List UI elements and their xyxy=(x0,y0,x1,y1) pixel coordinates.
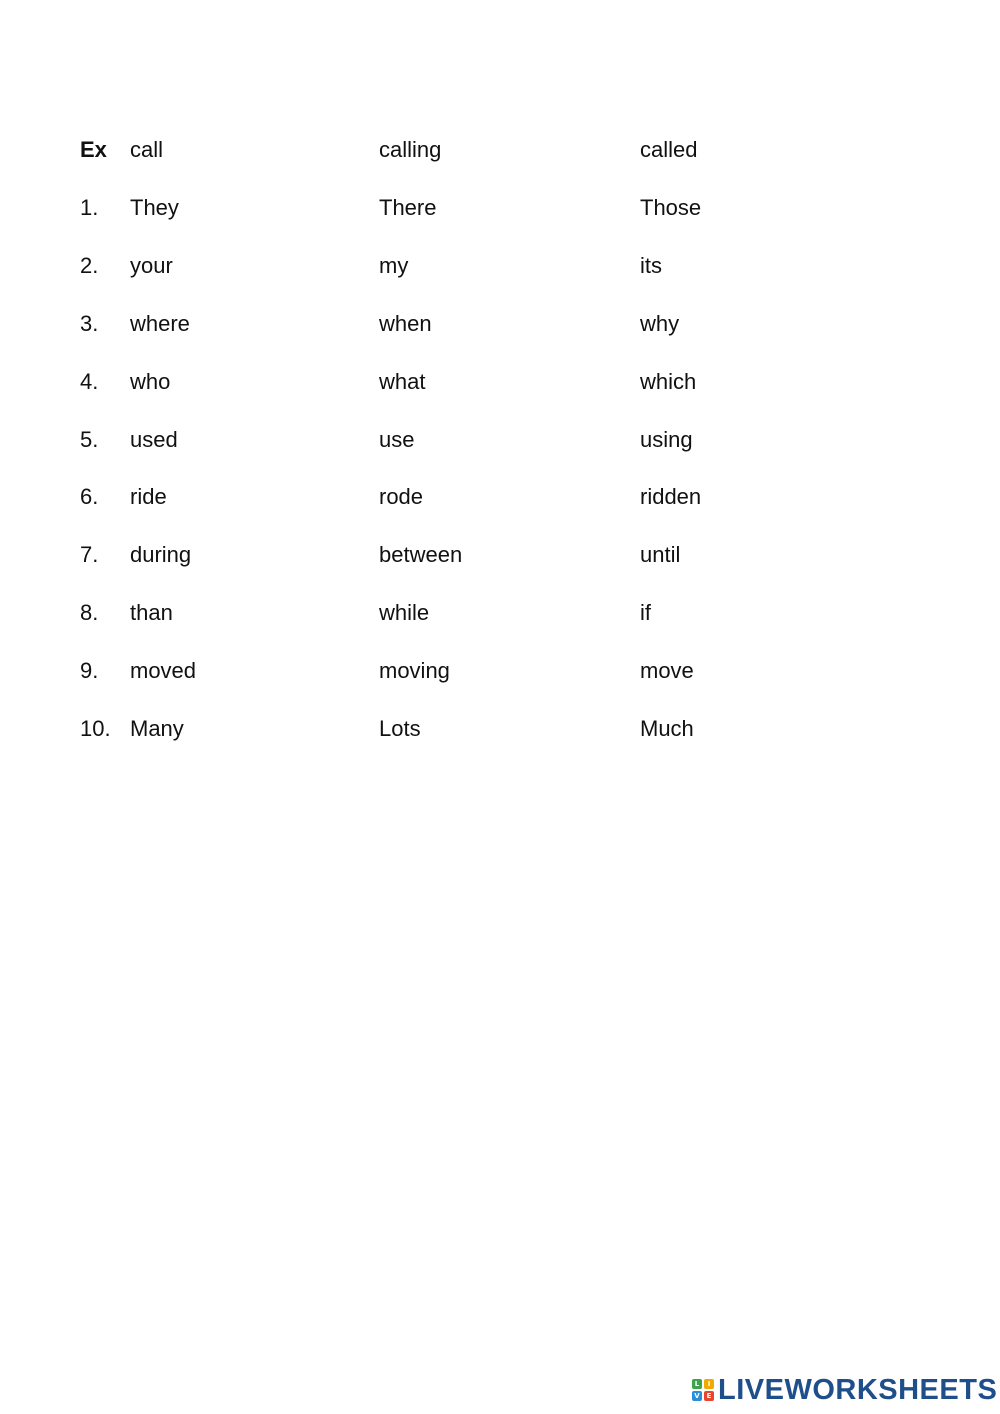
question-row-3 xyxy=(0,304,1000,344)
option-b[interactable]: when xyxy=(379,311,432,336)
question-row-7 xyxy=(0,535,1000,575)
question-row-1 xyxy=(0,188,1000,228)
option-a[interactable]: Many xyxy=(130,716,184,741)
option-b[interactable]: what xyxy=(379,369,426,394)
question-number: 5. xyxy=(80,427,99,452)
option-a[interactable]: moved xyxy=(130,658,197,683)
option-b[interactable]: between xyxy=(379,542,463,567)
question-number: 1. xyxy=(80,195,99,220)
question-row-10 xyxy=(0,709,1000,749)
question-number: 3. xyxy=(80,311,99,336)
question-number: 7. xyxy=(80,542,99,567)
option-c[interactable]: Those xyxy=(640,195,702,220)
option-b[interactable]: rode xyxy=(379,484,424,509)
option-c[interactable]: using xyxy=(640,427,693,452)
question-row-9 xyxy=(0,651,1000,691)
option-b[interactable]: my xyxy=(379,253,409,278)
question-row-4 xyxy=(0,362,1000,402)
logo-tile: L xyxy=(692,1379,702,1389)
question-row-8 xyxy=(0,593,1000,633)
question-number: 4. xyxy=(80,369,99,394)
question-row-6 xyxy=(0,477,1000,517)
example-label: Ex xyxy=(80,137,107,162)
liveworksheets-logo xyxy=(692,1374,997,1406)
option-a[interactable]: used xyxy=(130,427,178,452)
logo-tile: I xyxy=(704,1379,714,1389)
option-b: calling xyxy=(379,137,442,162)
question-number: 8. xyxy=(80,600,99,625)
question-row-5 xyxy=(0,420,1000,460)
option-c[interactable]: which xyxy=(640,369,697,394)
question-number: 6. xyxy=(80,484,99,509)
question-number: 9. xyxy=(80,658,99,683)
option-c[interactable]: its xyxy=(640,253,662,278)
option-a[interactable]: than xyxy=(130,600,173,625)
option-b[interactable]: moving xyxy=(379,658,450,683)
liveworksheets-logo-icon xyxy=(692,1379,714,1401)
option-a[interactable]: your xyxy=(130,253,173,278)
question-number: 2. xyxy=(80,253,99,278)
option-c[interactable]: if xyxy=(640,600,651,625)
question-number: 10. xyxy=(80,716,111,741)
option-b[interactable]: There xyxy=(379,195,437,220)
logo-tile: V xyxy=(692,1391,702,1401)
logo-text: LIVEWORKSHEETS xyxy=(718,1374,998,1406)
option-a: call xyxy=(130,137,164,162)
option-c[interactable]: until xyxy=(640,542,681,567)
option-c[interactable]: Much xyxy=(640,716,694,741)
option-a[interactable]: who xyxy=(130,369,171,394)
question-row-2 xyxy=(0,246,1000,286)
option-c[interactable]: ridden xyxy=(640,484,702,509)
option-b[interactable]: Lots xyxy=(379,716,421,741)
option-c[interactable]: why xyxy=(640,311,680,336)
option-a[interactable]: where xyxy=(130,311,190,336)
option-b[interactable]: use xyxy=(379,427,415,452)
option-b[interactable]: while xyxy=(379,600,430,625)
logo-tile: E xyxy=(704,1391,714,1401)
option-c[interactable]: move xyxy=(640,658,694,683)
example-row xyxy=(0,130,1000,170)
option-c: called xyxy=(640,137,698,162)
option-a[interactable]: ride xyxy=(130,484,167,509)
option-a[interactable]: They xyxy=(130,195,179,220)
option-a[interactable]: during xyxy=(130,542,192,567)
